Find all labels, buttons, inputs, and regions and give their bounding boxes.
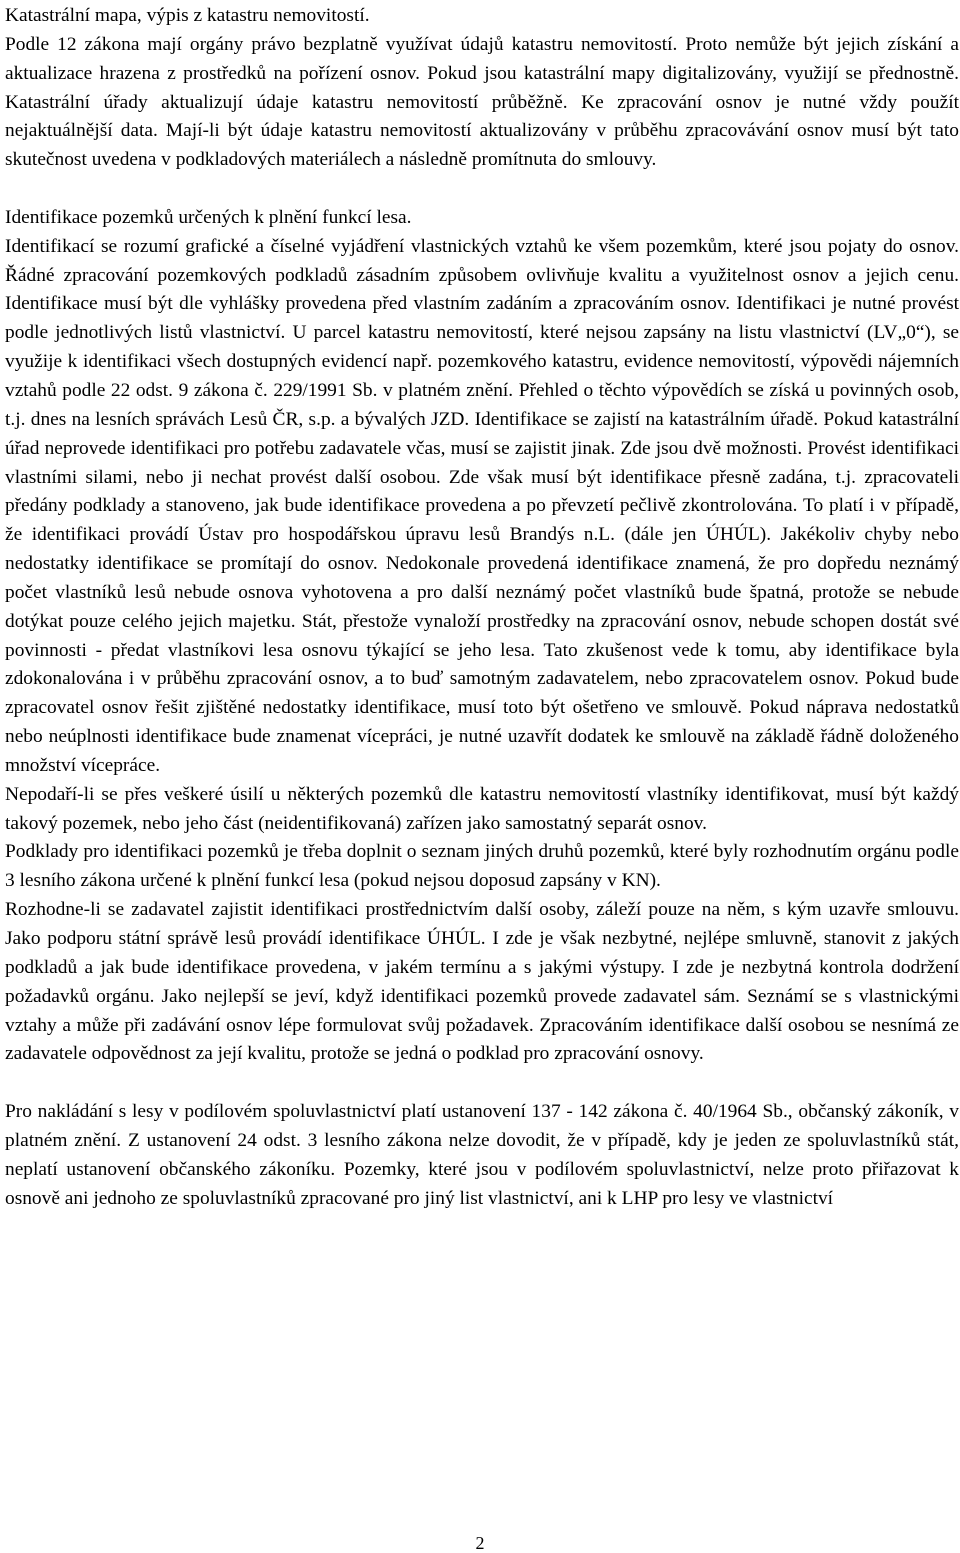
- heading-land-identification: Identifikace pozemků určených k plnění funkcí lesa.: [5, 206, 412, 228]
- paragraph-spacer: [5, 175, 959, 204]
- heading-cadastral-map: Katastrální mapa, výpis z katastru nemovitostí.: [5, 5, 370, 26]
- paragraph-co-ownership: Pro nakládání s lesy v podílovém spoluvlastnictví platí ustanovení 137 - 142 zákona č. 40/1964 Sb., občanský zákoník, v platném znění. Z ustanovení 24 odst. 3 lesního zákona nelze dovodit, že v případě, kdy je jeden ze spoluvlastníků stát, neplatí ustanovení občanského zákoníku. Pozemky, které jsou v podílovém spoluvlastnictví, nelze proto přiřazovat k osnově ani jednoho ze spoluvlastníků zpracované pro jiný list vlastnictví, ani k LHP pro lesy ve vlastnictví: [5, 1101, 959, 1209]
- paragraph-spacer: [5, 1069, 959, 1098]
- paragraph-identification-supplements: Podklady pro identifikaci pozemků je třeba doplnit o seznam jiných druhů pozemků, které byly rozhodnutím orgánu podle 3 lesního zákona určené k plnění funkcí lesa (pokud nejsou doposud zapsány v KN).: [5, 841, 959, 892]
- paragraph-cadastre-law: Podle 12 zákona mají orgány právo bezplatně využívat údajů katastru nemovitostí. Proto nemůže být jejich získání a aktualizace hrazena z prostředků na pořízení osnov. Pokud jsou katastrální mapy digitalizovány, využijí se přednostně. Katastrální úřady aktualizují údaje katastru nemovitostí průběžně. Ke zpracování osnov je nutné vždy použít nejaktuálnější data. Mají-li být údaje katastru nemovitostí aktualizovány v průběhu zpracovávání osnov musí být tato skutečnost uvedena v podkladových materiálech a následně promítnuta do smlouvy.: [5, 33, 959, 171]
- page-number: 2: [475, 1533, 485, 1553]
- paragraph-identification-definition: Identifikací se rozumí grafické a číselné vyjádření vlastnických vztahů ke všem pozemkům, které jsou pojaty do osnov. Řádné zpracování pozemkových podkladů zásadním způsobem ovlivňuje kvalitu a využitelnost osnov a jejich cenu. Identifikace musí být dle vyhlášky provedena před vlastním zadáním a zpracováním osnov. Identifikaci je nutné provést podle jednotlivých listů vlastnictví. U parcel katastru nemovitostí, které nejsou zapsány na listu vlastnictví (LV„0“), se využije k identifikaci všech dostupných evidencí např. pozemkového katastru, evidence nemovitostí, výpovědi nájemních vztahů podle 22 odst. 9 zákona č. 229/1991 Sb. v platném znění. Přehled o těchto výpovědích se získá u povinných osob, t.j. dnes na lesních správách Lesů ČR, s.p. a bývalých JZD. Identifikace se zajistí na katastrálním úřadě. Pokud katastrální úřad neprovede identifikaci pro potřebu zadavatele včas, musí se zajistit jinak. Zde jsou dvě možnosti. Provést identifikaci vlastními silami, nebo ji nechat provést další osobou. Zde však musí být identifikace přesně zadána, t.j. zpracovateli předány podklady a stanoveno, jak bude identifikace provedena a po převzetí pečlivě zkontrolována. To platí i v případě, že identifikaci provádí Ústav pro hospodářskou úpravu lesů Brandýs n.L. (dále jen ÚHÚL). Jakékoliv chyby nebo nedostatky identifikace se promítají do osnov. Nedokonale provedená identifikace znamená, že pro dopředu neznámý počet vlastníků lesů nebude osnova vyhotovena a pro další neznámý počet vlastníků bude špatná, protože se nebude dotýkat pouze celého jejich majetku. Stát, přestože vynaloží prostředky na zpracování osnov, nebude schopen dostát své povinnosti - předat vlastníkovi lesa osnovu týkající se jeho lesa. Tato zkušenost vede k tomu, aby identifikace byla zdokonalována i v průběhu zpracování osnov, a to buď samotným zadavatelem, nebo zpracovatelem osnov. Pokud bude zpracovatel osnov řešit zjištěné nedostatky identifikace, musí toto být ošetřeno ve smlouvě. Pokud náprava nedostatků nebo neúplnosti identifikace bude znamenat vícepráci, je nutné uzavřít dodatek ke smlouvě na základě řádně doloženého množství vícepráce.: [5, 235, 959, 776]
- paragraph-third-party-identification: Rozhodne-li se zadavatel zajistit identifikaci prostřednictvím další osoby, záleží pouze na něm, s kým uzavře smlouvu. Jako podporu státní správě lesů provádí identifikace ÚHÚL. I zde je však nezbytné, nejlépe smluvně, stanovit z jakých podkladů a jak bude identifikace provedena, v jakém termínu a s jakými výstupy. I zde je nezbytná kontrola dodržení požadavků orgánu. Jako nejlepší se jeví, když identifikaci pozemků provede zadavatel sám. Seznámí se s vlastnickými vztahy a může při zadávání osnov lépe formulovat svůj požadavek. Zpracováním identifikace další osobou se nesnímá ze zadavatele odpovědnost za její kvalitu, protože se jedná o podklad pro zpracování osnovy.: [5, 899, 959, 1065]
- paragraph-unidentified-owners: Nepodaří-li se přes veškeré úsilí u některých pozemků dle katastru nemovitostí vlastníky identifikovat, musí být každý takový pozemek, nebo jeho část (neidentifikovaná) zařízen jako samostatný separát osnov.: [5, 783, 959, 834]
- document-page: [5, 2, 959, 1213]
